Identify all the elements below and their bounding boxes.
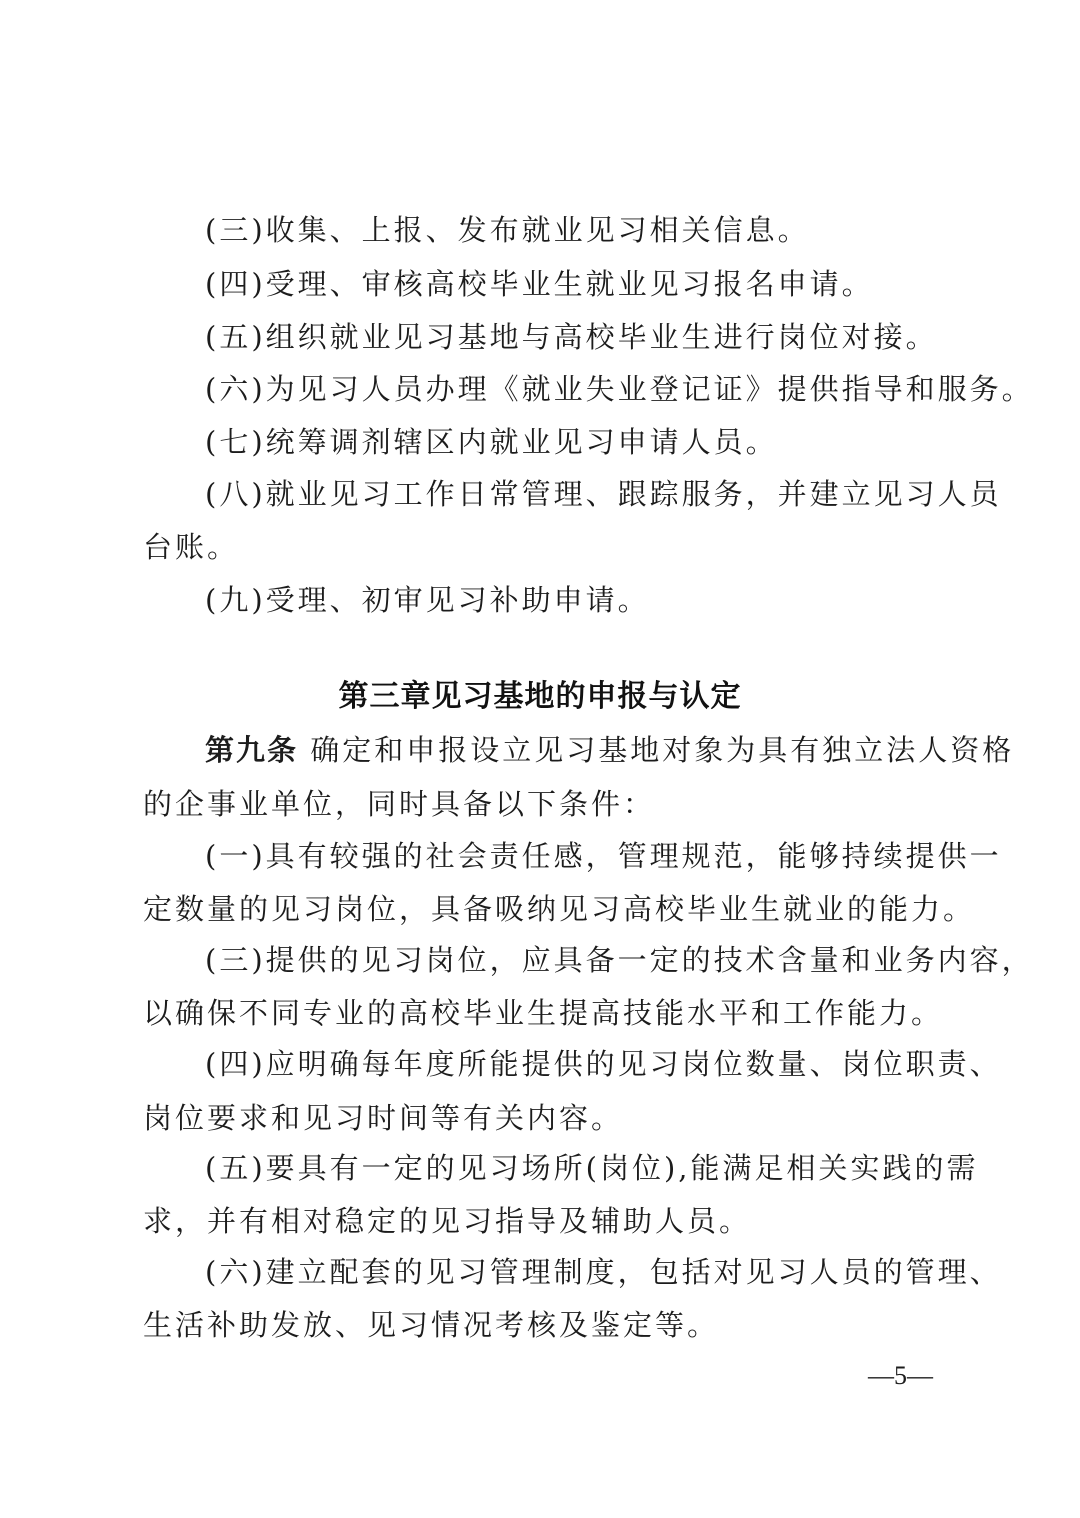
condition-four-line2: 岗位要求和见习时间等有关内容。 xyxy=(143,1101,624,1135)
article-nine-text: 确定和申报设立见习基地对象为具有独立法人资格 xyxy=(298,733,1015,767)
item-four: (四)受理、审核高校毕业生就业见习报名申请。 xyxy=(205,267,874,301)
page-number: —5— xyxy=(868,1361,933,1390)
condition-five-line2: 求，并有相对稳定的见习指导及辅助人员。 xyxy=(143,1204,752,1238)
article-nine-line1 xyxy=(205,730,1014,770)
condition-one-line1: (一)具有较强的社会责任感，管理规范，能够持续提供一 xyxy=(205,839,1002,873)
condition-three-line1: (三)提供的见习岗位，应具备一定的技术含量和业务内容， xyxy=(205,943,1034,977)
article-nine-label: 第九条 xyxy=(205,733,299,767)
item-six: (六)为见习人员办理《就业失业登记证》提供指导和服务。 xyxy=(205,372,1034,406)
item-seven: (七)统筹调剂辖区内就业见习申请人员。 xyxy=(205,425,778,459)
article-nine-line2: 的企事业单位，同时具备以下条件： xyxy=(143,787,656,821)
condition-six-line2: 生活补助发放、见习情况考核及鉴定等。 xyxy=(143,1308,720,1342)
condition-one-line2: 定数量的见习岗位，具备吸纳见习高校毕业生就业的能力。 xyxy=(143,892,976,926)
item-three: (三)收集、上报、发布就业见习相关信息。 xyxy=(205,213,810,247)
condition-four-line1: (四)应明确每年度所能提供的见习岗位数量、岗位职责、 xyxy=(205,1047,1002,1081)
item-five: (五)组织就业见习基地与高校毕业生进行岗位对接。 xyxy=(205,320,938,354)
condition-three-line2: 以确保不同专业的高校毕业生提高技能水平和工作能力。 xyxy=(143,996,944,1030)
condition-five-line1: (五)要具有一定的见习场所(岗位),能满足相关实践的需 xyxy=(205,1151,979,1185)
item-nine: (九)受理、初审见习补助申请。 xyxy=(205,583,650,617)
condition-six-line1: (六)建立配套的见习管理制度，包括对见习人员的管理、 xyxy=(205,1255,1002,1289)
item-eight-line1: (八)就业见习工作日常管理、跟踪服务，并建立见习人员 xyxy=(205,477,1002,511)
chapter-title: 第三章见习基地的申报与认定 xyxy=(338,679,742,714)
item-eight-line2: 台账。 xyxy=(143,530,240,564)
